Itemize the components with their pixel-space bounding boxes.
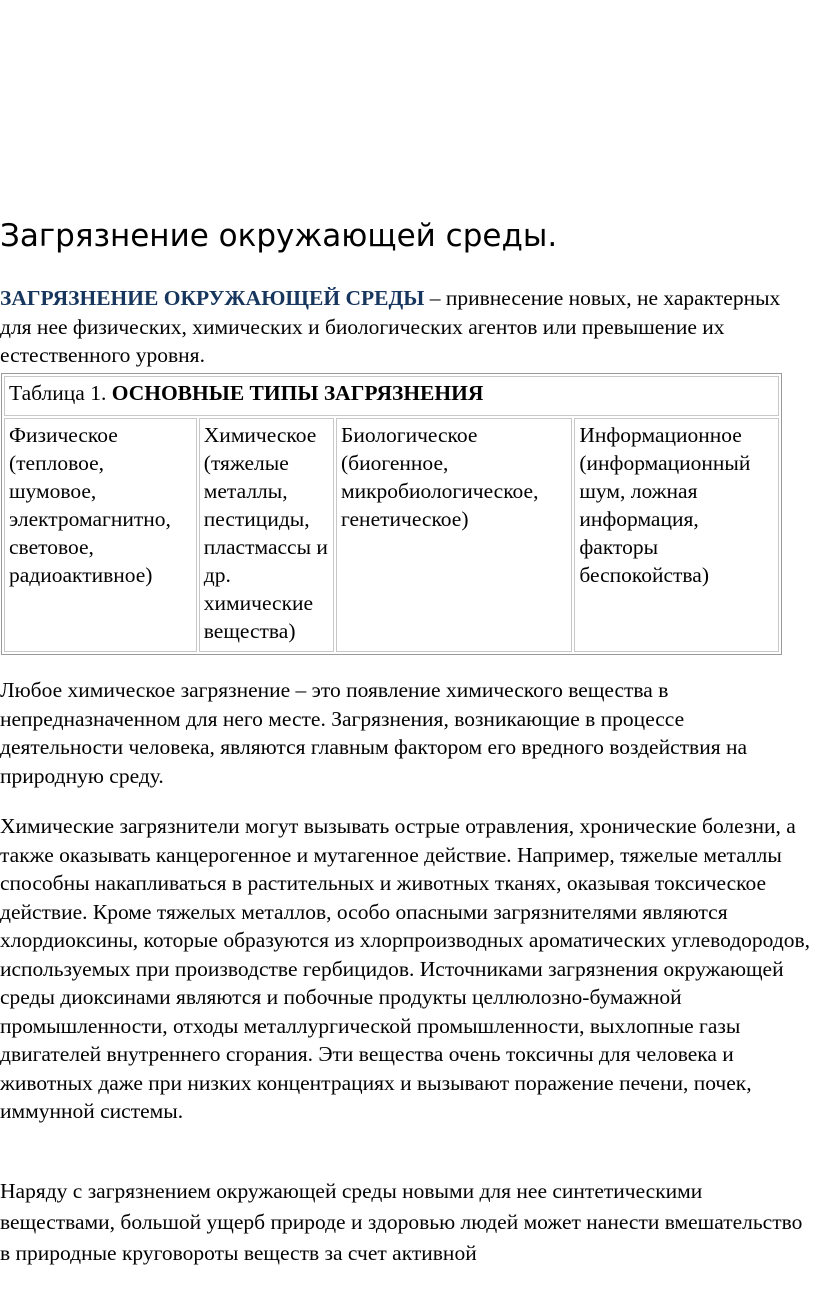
table-cell-physical: Физическое (тепловое, шумовое, электромагнитно, световое, радиоактивное) — [4, 418, 197, 652]
paragraph-natural-cycles: Наряду с загрязнением окружающей среды новыми для нее синтетическими веществами, большой ущерб природе и здоровью людей может нанести вмешательство в природные круговороты веществ за счет активной — [0, 1179, 803, 1265]
table-caption-title: ОСНОВНЫЕ ТИПЫ ЗАГРЯЗНЕНИЯ — [111, 381, 484, 405]
table-caption-prefix: Таблица 1. — [9, 381, 112, 405]
table-caption-row — [4, 376, 779, 416]
table-caption — [4, 376, 779, 416]
page-title: Загрязнение окружающей среды. — [0, 218, 558, 254]
table-cell-informational: Информационное (информационный шум, ложная информация, факторы беспокойства) — [574, 418, 779, 652]
table-row — [4, 418, 779, 652]
definition-text: – привнесение новых, не характерных для нее физических, химических и биологических агентов или превышение их естественного уровня. — [0, 286, 781, 367]
definition-paragraph — [0, 284, 812, 370]
table-cell-chemical: Химическое (тяжелые металлы, пестициды, пластмассы и др. химические вещества) — [199, 418, 334, 652]
definition-term: ЗАГРЯЗНЕНИЕ ОКРУЖАЮЩЕЙ СРЕДЫ — [0, 286, 425, 310]
paragraph-chemical-pollution: Любое химическое загрязнение – это появление химического вещества в непредназначенном для него месте. Загрязнения, возникающие в процессе деятельности человека, являются главным фактором его вредного воздействия на природную среду. — [0, 678, 748, 788]
table-cell-biological: Биологическое (биогенное, микробиологическое, генетическое) — [336, 418, 572, 652]
paragraph-chemical-pollutants: Химические загрязнители могут вызывать острые отравления, хронические болезни, а также оказывать канцерогенное и мутагенное действие. Например, тяжелые металлы способны накапливаться в растительных и животных тканях, оказывая токсическое действие. Кроме тяжелых металлов, особо опасными загрязнителями являются хлордиоксины, которые образуются из хлорпроизводных ароматических углеводородов, используемых при производстве гербицидов. Источниками загрязнения окружающей среды диоксинами являются и побочные продукты целлюлозно-бумажной промышленности, отходы металлургической промышленности, выхлопные газы двигателей внутреннего сгорания. Эти вещества очень токсичны для человека и животных даже при низких концентрациях и вызывают поражение печени, почек, иммунной системы. — [0, 814, 811, 1123]
pollution-types-table — [1, 373, 782, 655]
